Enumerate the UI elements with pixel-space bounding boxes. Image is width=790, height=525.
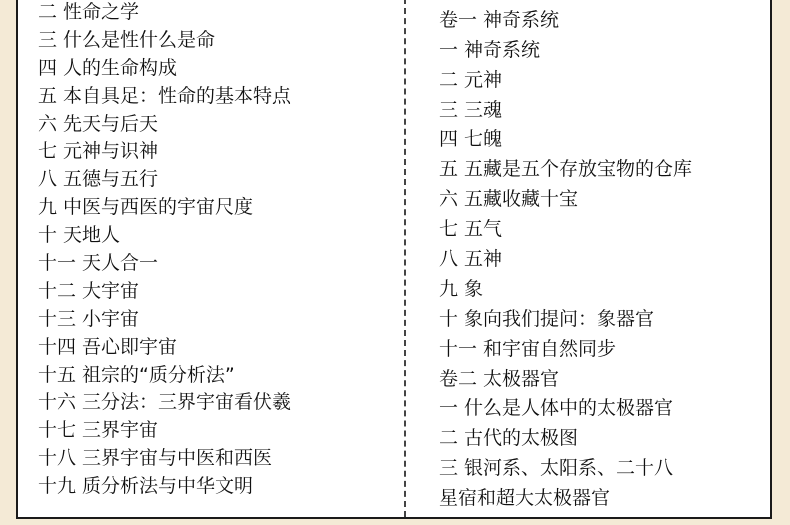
toc-item: 十七 三界宇宙 xyxy=(38,419,159,442)
toc-item: 十三 小宇宙 xyxy=(38,307,140,330)
toc-item: 十一 和宇宙自然同步 xyxy=(439,337,617,360)
toc-item: 三 什么是性什么是命 xyxy=(38,28,216,51)
toc-item: 十五 祖宗的“质分析法” xyxy=(38,363,235,386)
toc-item: 二 元神 xyxy=(439,68,503,91)
toc-left-column xyxy=(38,0,291,500)
toc-item: 九 象 xyxy=(439,277,484,300)
toc-item: 二 性命之学 xyxy=(38,1,140,23)
column-divider xyxy=(404,0,406,517)
toc-item: 三 三魂 xyxy=(439,98,503,121)
toc-item: 十二 大宇宙 xyxy=(38,279,140,302)
toc-item: 一 什么是人体中的太极器官 xyxy=(439,397,674,420)
toc-item: 七 元神与识神 xyxy=(38,140,159,163)
toc-item: 一 神奇系统 xyxy=(439,38,541,61)
toc-item: 八 五神 xyxy=(439,248,503,271)
toc-item: 十九 质分析法与中华文明 xyxy=(38,475,254,498)
toc-item: 二 古代的太极图 xyxy=(439,427,579,450)
toc-item: 七 五气 xyxy=(439,218,503,241)
toc-item: 十一 天人合一 xyxy=(38,252,159,275)
toc-item: 十 天地人 xyxy=(38,224,121,247)
toc-item: 五 本自具足：性命的基本特点 xyxy=(38,84,292,107)
toc-item: 十八 三界宇宙与中医和西医 xyxy=(38,447,273,470)
toc-right-column xyxy=(439,0,692,513)
toc-item: 三 银河系、太阳系、二十八 xyxy=(439,457,674,480)
toc-item: 十四 吾心即宇宙 xyxy=(38,335,178,358)
toc-item: 六 先天与后天 xyxy=(38,112,159,135)
toc-frame xyxy=(16,0,772,519)
toc-volume-heading: 卷二 太极器官 xyxy=(439,367,560,390)
toc-item: 五 五藏是五个存放宝物的仓库 xyxy=(439,158,693,181)
toc-item: 四 人的生命构成 xyxy=(38,56,178,79)
toc-item: 十 象向我们提问：象器官 xyxy=(439,307,655,330)
toc-item: 九 中医与西医的宇宙尺度 xyxy=(38,196,254,219)
toc-item: 十六 三分法：三界宇宙看伏羲 xyxy=(38,391,292,414)
toc-item: 四 七魄 xyxy=(439,128,503,151)
toc-item: 八 五德与五行 xyxy=(38,168,159,191)
toc-volume-heading: 卷一 神奇系统 xyxy=(439,8,560,31)
toc-item: 星宿和超大太极器官 xyxy=(439,487,611,510)
toc-item: 六 五藏收藏十宝 xyxy=(439,188,579,211)
